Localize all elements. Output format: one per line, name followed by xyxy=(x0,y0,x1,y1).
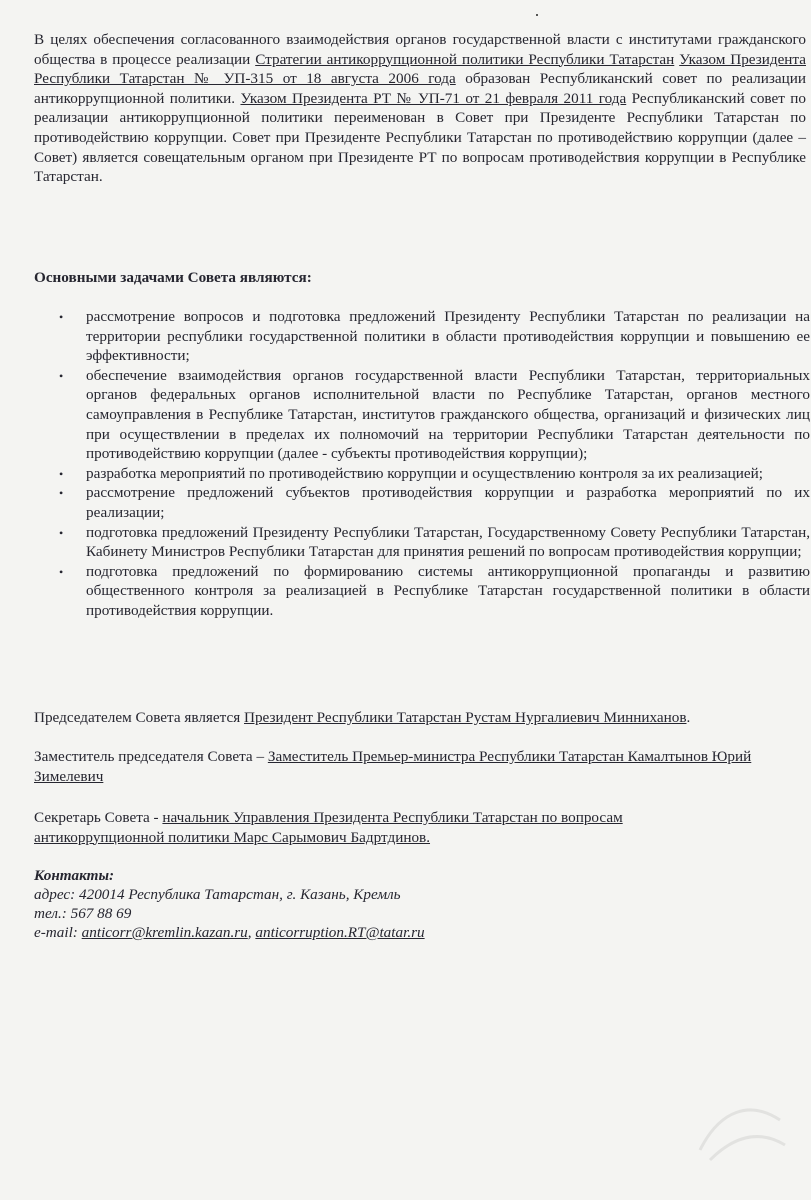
secretary-link[interactable]: начальник Управления Президента Республики Татарстан по вопросам антикоррупционной политики Марс Сарымович Бадртдинов. xyxy=(34,809,623,846)
list-item xyxy=(59,483,810,522)
secretary-paragraph xyxy=(34,808,734,847)
list-item xyxy=(59,523,810,562)
email-link-1[interactable]: anticorr@kremlin.kazan.ru xyxy=(81,924,248,941)
list-item xyxy=(59,307,810,366)
contacts-block xyxy=(34,866,425,942)
bullet-icon: • xyxy=(59,466,64,481)
contacts-title: Контакты: xyxy=(34,867,115,884)
task-text: подготовка предложений по формированию системы антикоррупционной пропаганды и развитию общественного контроля за реализацией в Республике Татарстан государственной политики в области противодействия коррупции. xyxy=(86,562,810,619)
contact-address: адрес: 420014 Республика Татарстан, г. Казань, Кремль xyxy=(34,886,401,903)
contact-phone: тел.: 567 88 69 xyxy=(34,905,132,922)
chair-suffix: . xyxy=(686,709,691,726)
intro-text-1: В целях обеспечения согласованного взаимодействия органов государственной власти с институтами гражданского общества в процессе реализации xyxy=(34,31,806,68)
scan-speck xyxy=(536,14,538,16)
bullet-icon: • xyxy=(59,486,64,501)
decree-2011-link[interactable]: Указом Президента РТ № УП-71 от 21 февраля 2011 года xyxy=(240,89,627,107)
task-text: обеспечение взаимодействия органов государственной власти Республики Татарстан, территориальных органов федеральных органов исполнительной власти по Республике Татарстан, органов местного самоуправления в Республике Татарстан, институтов гражданского общества, организаций и физических лиц при осуществлении в пределах их полномочий на территории Республики Татарстан деятельности по противодействию коррупции (далее - субъекты противодействия коррупции); xyxy=(86,366,810,463)
chair-link[interactable]: Президент Республики Татарстан Рустам Нургалиевич Минниханов xyxy=(244,709,687,726)
deputy-link[interactable]: Заместитель Премьер-министра Республики Татарстан Камалтынов Юрий Зимелевич xyxy=(34,748,752,785)
email-separator: , xyxy=(247,924,256,941)
list-item xyxy=(59,366,810,464)
intro-paragraph xyxy=(34,30,806,187)
secretary-label: Секретарь Совета - xyxy=(34,809,163,826)
bullet-icon: • xyxy=(59,525,64,540)
list-item xyxy=(59,464,810,484)
bullet-icon: • xyxy=(59,368,64,383)
deputy-label: Заместитель председателя Совета – xyxy=(34,748,268,765)
faint-stamp-mark xyxy=(690,1090,790,1170)
tasks-heading: Основными задачами Совета являются: xyxy=(34,269,312,286)
task-text: рассмотрение вопросов и подготовка предложений Президенту Республики Татарстан по реализации на территории республики государственной политики в области противодействия коррупции и повышению ее эффективности; xyxy=(86,308,810,365)
email-link-2[interactable]: anticorruption.RT@tatar.ru xyxy=(255,924,425,941)
bullet-icon: • xyxy=(59,310,64,324)
decree-2006-link[interactable]: Указом Президента Республики Татарстан № УП-315 от 18 августа 2006 года xyxy=(34,50,806,88)
email-label: e-mail: xyxy=(34,924,82,941)
strategy-link[interactable]: Стратегии антикоррупционной политики Республики Татарстан xyxy=(255,50,675,68)
deputy-paragraph xyxy=(34,747,806,786)
task-text: разработка мероприятий по противодействию коррупции и осуществлению контроля за их реализацией; xyxy=(86,464,763,482)
intro-text-3: образован Республиканский совет по реализации антикоррупционной политики. xyxy=(34,70,806,107)
task-text: подготовка предложений Президенту Республики Татарстан, Государственному Совету Республики Татарстан, Кабинету Министров Республики Татарстан для принятия решений по вопросам противодействия коррупции; xyxy=(86,523,810,561)
chair-label: Председателем Совета является xyxy=(34,709,244,726)
chair-paragraph xyxy=(34,708,806,728)
tasks-list xyxy=(0,307,811,621)
contact-email-line xyxy=(34,923,425,942)
bullet-icon: • xyxy=(59,564,64,579)
intro-text-4: Республиканский совет по реализации антикоррупционной политики переименован в Совет при Президенте Республики Татарстан по противодействию коррупции. Совет при Президенте Республики Татарстан по противодействию коррупции (далее – Совет) является совещательным органом при Президенте РТ по вопросам противодействия коррупции в Республике Татарстан. xyxy=(34,89,807,186)
task-text: рассмотрение предложений субъектов противодействия коррупции и разработка мероприятий по их реализации; xyxy=(86,484,810,521)
list-item xyxy=(59,562,810,621)
